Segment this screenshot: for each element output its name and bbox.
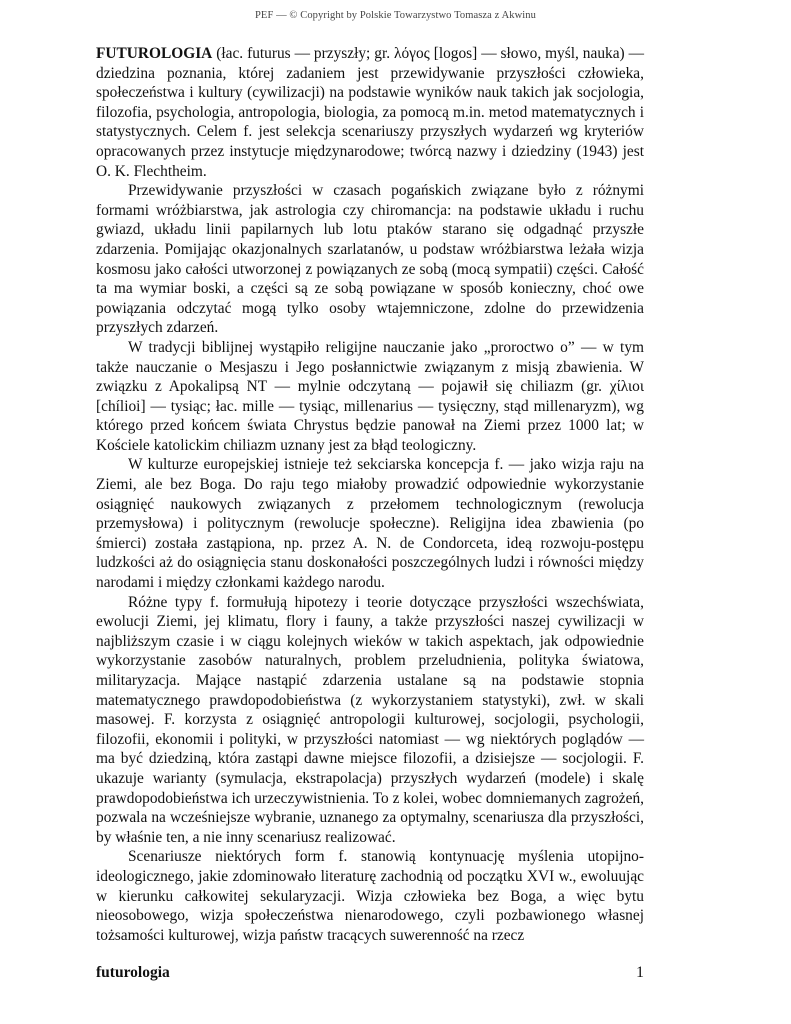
headword: FUTUROLOGIA <box>96 45 213 62</box>
paragraph-1-text: (łac. futurus — przyszły; gr. λόγος [logos] — słowo, myśl, nauka) — dziedzina poznania, której zadaniem jest przewidywanie przyszłości człowieka, społeczeństwa i kultury (cywilizacji) na podstawie wyników nauk takich jak socjologia, filozofia, psychologia, antropologia, biologia, za pomocą m.in. metod matematycznych i statystycznych. Celem f. jest selekcja scenariuszy przyszłych wydarzeń wg kryteriów opracowanych przez instytucje międzynarodowe; twórcą nazwy i dziedziny (1943) jest O. K. Flechtheim. <box>96 45 644 180</box>
article-body <box>96 44 644 945</box>
paragraph-1 <box>96 44 644 181</box>
paragraph-2: Przewidywanie przyszłości w czasach pogańskich związane było z różnymi formami wróżbiarstwa, jak astrologia czy chiromancja: na podstawie układu i ruchu gwiazd, układu linii papilarnych lub lotu ptaków starano się odgadnąć przyszłe zdarzenia. Pomijając okazjonalnych szarlatanów, u podstaw wróżbiarstwa leżała wizja kosmosu jako całości utworzonej z powiązanych ze sobą (mocą sympatii) części. Całość ta ma wymiar boski, a części są ze sobą powiązane w sposób konieczny, choć owe powiązania odczytać mogą tylko osoby wtajemniczone, zdolne do przewidzenia przyszłych zdarzeń. <box>96 182 644 337</box>
paragraph-4: W kulturze europejskiej istnieje też sekciarska koncepcja f. — jako wizja raju na Ziemi, ale bez Boga. Do raju tego miałoby prowadzić odpowiednie wykorzystanie osiągnięć naukowych związanych z przełomem technologicznym (rewolucja przemysłowa) i politycznym (rewolucje społeczne). Religijna idea zbawienia (po śmierci) została zastąpiona, np. przez A. N. de Condorceta, ideą rozwoju-postępu ludzkości aż do osiągnięcia stanu doskonałości poszczególnych ludzi i równości między narodami i między członkami każdego narodu. <box>96 456 644 592</box>
paragraph-6: Scenariusze niektórych form f. stanowią kontynuację myślenia utopijno-ideologicznego, jakie zdominowało literaturę zachodnią od początku XVI w., ewoluując w kierunku całkowitej sekularyzacji. Wizja człowieka bez Boga, a więc bytu nieosobowego, wizja społeczeństwa nienarodowego, czyli pozbawionego własnej tożsamości kulturowej, wizja państw tracących suwerenność na rzecz <box>96 848 644 944</box>
paragraph-3: W tradycji biblijnej wystąpiło religijne nauczanie jako „proroctwo o” — w tym także nauczanie o Mesjaszu i Jego posłannictwie związanym z misją zbawienia. W związku z Apokalipsą NT — mylnie odczytaną — pojawił się chiliazm (gr. χίλιοι [chílioi] — tysiąc; łac. mille — tysiąc, millenarius — tysięczny, stąd millenaryzm), wg którego przed końcem świata Chrystus będzie panował na Ziemi przez 1000 lat; w Kościele katolickim chiliazm uznany jest za błąd teologiczny. <box>96 338 644 454</box>
footer-entry-name: futurologia <box>96 964 170 981</box>
running-head: PEF — © Copyright by Polskie Towarzystwo Tomasza z Akwinu <box>254 10 537 21</box>
paragraph-5: Różne typy f. formułują hipotezy i teorie dotyczące przyszłości wszechświata, ewolucji Ziemi, jej klimatu, flory i fauny, a także przyszłości naszej cywilizacji w najbliższym czasie i w ciągu kolejnych wieków w takich aspektach, jak odpowiednie wykorzystanie zasobów naturalnych, problem przeludnienia, polityka światowa, militaryzacja. Mające nastąpić zdarzenia ustalane są na podstawie stopnia matematycznego prawdopodobieństwa (z wykorzystaniem statystyki), zwł. w skali masowej. F. korzysta z osiągnięć antropologii kulturowej, socjologii, psychologii, filozofii, ekonomii i polityki, w przyszłości natomiast — wg niektórych poglądów — ma być dziedziną, która zastąpi dawne miejsce filozofii, a dzisiejsze — socjologii. F. ukazuje warianty (symulacja, ekstrapolacja) przyszłych wydarzeń (modele) i skalę prawdopodobieństwa ich urzeczywistnienia. To z kolei, wobec domniemanych zagrożeń, pozwala na wcześniejsze wybranie, uznanego za optymalny, scenariusza dla przyszłości, by właśnie ten, a nie inny scenariusz realizować. <box>96 593 644 846</box>
page-number: 1 <box>636 964 644 981</box>
